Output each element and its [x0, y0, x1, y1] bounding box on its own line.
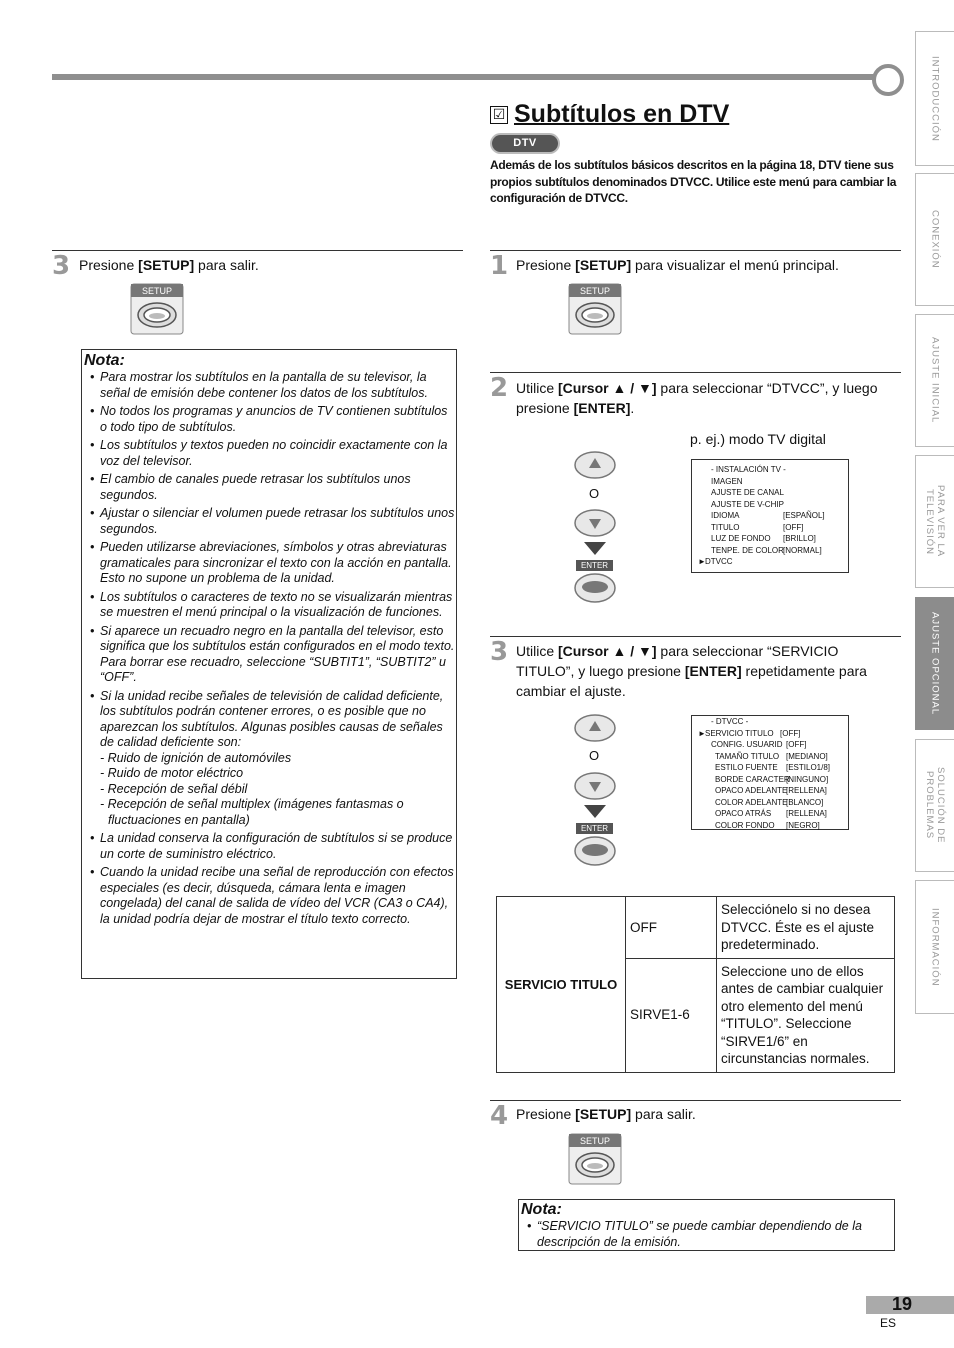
cursor-down-icon — [573, 508, 617, 538]
menu-row: COLOR ADELANTE [BLANCO] — [715, 797, 824, 807]
enter-button-icon — [573, 572, 617, 604]
setup-label: SETUP — [579, 286, 611, 296]
setup-label: SETUP — [579, 1136, 611, 1146]
cursor-icon: ► — [698, 557, 706, 566]
setup-button-icon — [568, 1133, 622, 1185]
table-label: SERVICIO TITULO — [497, 897, 626, 1073]
table-option: OFF — [626, 897, 717, 959]
page-title: ☑ Subtítulos en DTV — [490, 100, 729, 129]
arrow-down-icon — [584, 805, 606, 819]
list-item: • Si aparece un recuadro negro en la pantalla del televisor, esto significa que los subtítulos están configurados en el modo texto. Para borrar ese recuadro, seleccione “SUBTIT1”, “SUBTIT2” u “OFF”. — [90, 623, 455, 684]
step-number: 2 — [490, 373, 509, 403]
table-option: SIRVE1-6 — [626, 958, 717, 1072]
step3-text: Utilice [Cursor ▲ / ▼] para seleccionar “SERVICIO TITULO”, y luego presione [ENTER] repetidamente para cambiar el ajuste. — [516, 643, 867, 699]
list-item: • Si la unidad recibe señales de televisión de calidad deficiente, los subtítulos podrán contener errores, o es posible que no aparezcan los subtítulos. Algunas posibles causas de señales de calidad deficiente son: - Ruido de ignición de automóviles - Ruido de motor eléctrico - Recepción de señal débil - Recepción de señal multiplex (imágenes fantasmas o fluctuaciones en pantalla) — [82, 689, 456, 829]
nota-heading: Nota: — [84, 352, 125, 369]
tab-para-ver-la-television[interactable]: PARA VER LA TELEVISIÓN — [915, 455, 954, 588]
language-code: ES — [880, 1316, 897, 1330]
step1-text: Presione [SETUP] para visualizar el menú principal. — [516, 257, 839, 273]
step-number: 4 — [490, 1101, 509, 1131]
list-item: • La unidad conserva la configuración de subtítulos si se produce un corte de suministro eléctrico. — [90, 831, 453, 861]
setup-button-icon — [568, 283, 622, 335]
menu-row: TENPE. DE COLOR [NORMAL] — [711, 545, 822, 555]
servicio-titulo-table — [496, 896, 895, 1073]
list-item: • No todos los programas y anuncios de TV contienen subtítulos o todo tipo de subtítulos. — [90, 404, 448, 434]
table-desc: Seleccione uno de ellos antes de cambiar cualquier otro elemento del menú “TITULO”. Seleccione “SIRVE1/6” en circunstancias normales. — [717, 958, 895, 1072]
nota-left — [81, 349, 457, 979]
menu-row: BORDE CARACTER [NINGUNO] — [715, 774, 829, 784]
step-number: 3 — [52, 251, 71, 281]
step2-rule — [490, 372, 901, 373]
tab-conexion[interactable]: CONEXIÓN — [915, 173, 954, 306]
cause-item: - Ruido de ignición de automóviles — [100, 750, 292, 765]
tab-solucion-de-problemas[interactable]: SOLUCIÓN DE PROBLEMAS — [915, 739, 954, 872]
dtv-badge: DTV — [492, 135, 558, 152]
table-desc: Selecciónelo si no desea DTVCC. Éste es el ajuste predeterminado. — [717, 897, 895, 959]
menu-row: AJUSTE DE V-CHIP — [711, 499, 784, 509]
menu-row: LUZ DE FONDO [BRILLO] — [711, 534, 816, 543]
cursor-down-icon — [573, 771, 617, 801]
list-item: • Los subtítulos y textos pueden no coincidir exactamente con la voz del televisor. — [90, 438, 448, 468]
arrow-down-icon — [584, 542, 606, 556]
menu-row: ESTILO FUENTE [ESTILO1/8] — [715, 763, 831, 772]
list-item: • “SERVICIO TITULO” se puede cambiar dependiendo de la descripción de la emisión. — [527, 1219, 862, 1249]
menu-row-selected: ► DTVCC — [698, 557, 733, 566]
menu-row: OPACO ATRÁS [RELLENA] — [715, 809, 827, 818]
tab-ajuste-opcional[interactable]: AJUSTE OPCIONAL — [915, 597, 954, 730]
step4-text: Presione [SETUP] para salir. — [516, 1106, 696, 1122]
page-number: 19 — [892, 1294, 913, 1314]
list-item: • El cambio de canales puede retrasar los subtítulos unos segundos. — [90, 472, 411, 502]
menu-row: TITULO [OFF] — [711, 522, 804, 532]
nota-right — [518, 1199, 895, 1251]
tab-informacion[interactable]: INFORMACIÓN — [915, 880, 954, 1014]
enter-button-icon — [573, 835, 617, 867]
or-label: O — [589, 486, 600, 501]
tab-introduccion[interactable]: INTRODUCCIÓN — [915, 31, 954, 166]
menu-row-selected: ► SERVICIO TITULO [OFF] — [698, 728, 801, 738]
menu-row: IDIOMA [ESPAÑOL] — [711, 511, 825, 520]
list-item: • Para mostrar los subtítulos en la pantalla de su televisor, la señal de emisión debe contener los datos de los subtítulos. — [90, 370, 428, 400]
header-rule — [52, 74, 878, 80]
list-item: • Pueden utilizarse abreviaciones, símbolos y otras abreviaturas gramaticales para sincronizar el texto con la acción en pantalla. Esto no supone un problema de la unidad. — [90, 540, 452, 585]
setup-label: SETUP — [141, 286, 173, 296]
nota-heading: Nota: — [521, 1201, 562, 1218]
page-number-bar — [866, 1296, 954, 1314]
menu-row: AJUSTE DE CANAL — [711, 488, 784, 497]
cause-item: - Ruido de motor eléctrico — [100, 766, 244, 780]
left-step-rule — [52, 250, 463, 251]
list-item: • Los subtítulos o caracteres de texto no se visualizarán mientras se muestren el menú principal o la visualización de funciones. — [90, 589, 453, 619]
example-label: p. ej.) modo TV digital — [690, 431, 826, 447]
step1-rule — [490, 250, 901, 251]
menu-row: CONFIG. USUARID [OFF] — [711, 740, 807, 749]
step2-text: Utilice [Cursor ▲ / ▼] para seleccionar “DTVCC”, y luego presione [ENTER]. — [516, 380, 878, 416]
step-number: 1 — [490, 251, 509, 281]
cursor-up-icon — [573, 713, 617, 743]
menu-dtvcc — [691, 715, 849, 830]
or-label: O — [589, 748, 600, 763]
step4-rule — [490, 1100, 901, 1101]
left-step3-text: Presione [SETUP] para salir. — [79, 257, 259, 273]
header-circle — [872, 64, 904, 96]
cursor-up-icon — [573, 450, 617, 480]
menu-row: IMAGEN — [711, 476, 743, 486]
cause-item: - Recepción de señal débil — [100, 781, 248, 796]
list-item: • Cuando la unidad recibe una señal de reproducción con efectos especiales (es decir, dúsqueda, cámara lenta e imagen congelada) del canal de salida de vídeo del VCR (CA3 o CA4), la unidad podría dejar de mostrar el título texto correcto. — [90, 865, 454, 926]
menu-row: - DTVCC - — [711, 717, 749, 726]
setup-button-icon — [130, 283, 184, 335]
list-item: • Ajustar o silenciar el volumen puede retrasar los subtítulos unos segundos. — [90, 506, 455, 536]
enter-label: ENTER — [576, 560, 613, 571]
intro-text: Además de los subtítulos básicos descritos en la página 18, DTV tiene sus propios subtítulos denominados DTVCC. Utilice este menú para cambiar la configuración de DTVCC. — [490, 158, 897, 205]
cause-item: - Recepción de señal multiplex (imágenes fantasmas o fluctuaciones en pantalla) — [100, 797, 404, 827]
enter-label: ENTER — [576, 823, 613, 834]
menu-row: - INSTALACIÓN TV - — [711, 465, 786, 474]
step3-rule — [490, 636, 901, 637]
tab-ajuste-inicial[interactable]: AJUSTE INICIAL — [915, 314, 954, 447]
menu-row: TAMAÑO TITULO [MEDIANO] — [715, 751, 828, 761]
menu-row: COLOR FONDO [NEGRO] — [715, 820, 820, 830]
step-number: 3 — [490, 637, 509, 667]
checkbox-icon: ☑ — [490, 106, 508, 124]
table-row — [497, 897, 895, 959]
menu-main — [691, 459, 849, 573]
cursor-icon: ► — [698, 728, 706, 738]
menu-row: OPACO ADELANTE [RELLENA] — [715, 786, 827, 795]
